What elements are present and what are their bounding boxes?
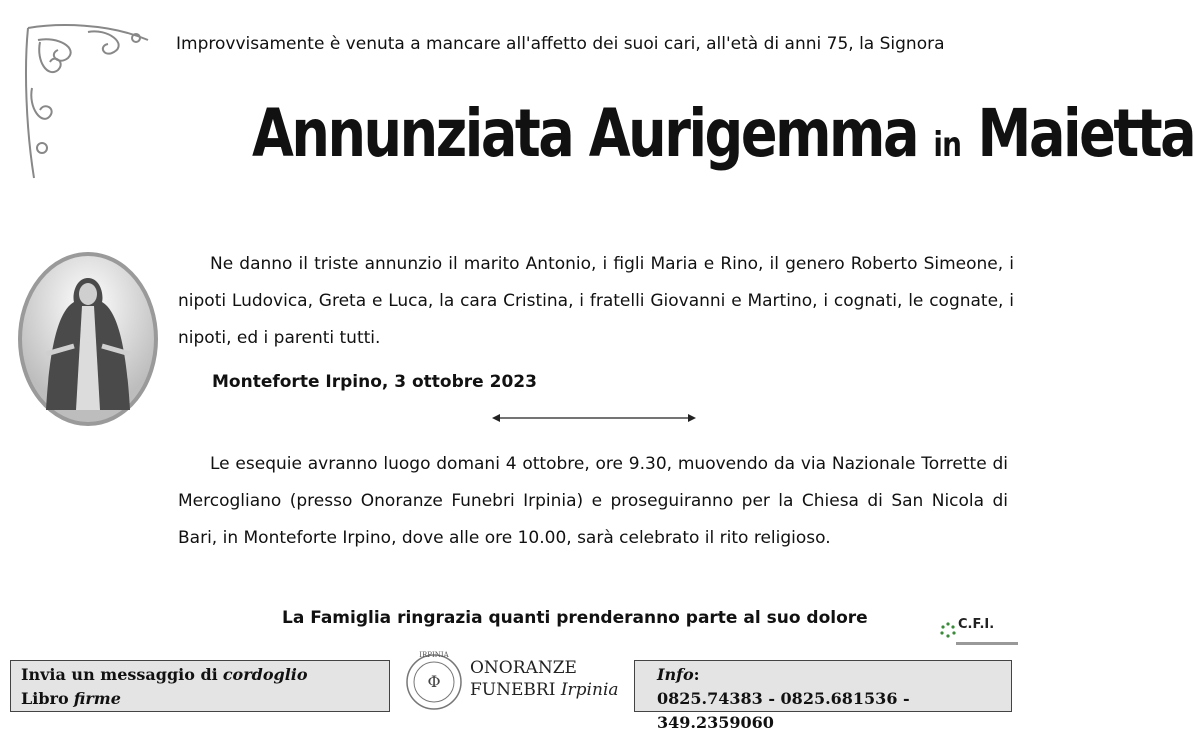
logo-text: IRPINIA bbox=[419, 651, 449, 659]
funeral-home-logo-icon bbox=[404, 648, 464, 714]
book-prefix: Libro bbox=[21, 689, 69, 708]
double-arrow-divider-icon bbox=[492, 412, 696, 424]
brand-line2-em: Irpinia bbox=[560, 680, 619, 700]
condolence-link[interactable] bbox=[21, 663, 379, 687]
place-date: Monteforte Irpino, 3 ottobre 2023 bbox=[212, 372, 537, 392]
corner-ornament-icon bbox=[18, 18, 158, 188]
condolence-prefix: Invia un messaggio di bbox=[21, 665, 218, 684]
madonna-image bbox=[16, 250, 160, 428]
book-link[interactable] bbox=[21, 687, 379, 711]
info-label-text: Info bbox=[657, 665, 694, 684]
name-in: in bbox=[933, 125, 962, 165]
cfi-dots-icon bbox=[940, 622, 956, 638]
brand-line2-main: FUNEBRI bbox=[470, 680, 556, 700]
book-em: firme bbox=[73, 689, 121, 708]
brand-line2 bbox=[470, 679, 619, 701]
cfi-logo: C.F.I. bbox=[958, 617, 995, 632]
announcement-text: Ne danno il triste annunzio il marito Antonio, i figli Maria e Rino, il genero Roberto Simeone, i nipoti Ludovica, Greta e Luca, la cara Cristina, i fratelli Giovanni e Martino, i cognati, le cognate, i nipoti, ed i parenti tutti. bbox=[178, 254, 1014, 348]
intro-text: Improvvisamente è venuta a mancare all'affetto dei suoi cari, all'età di anni 75, la Signora bbox=[176, 34, 945, 54]
svg-text:Φ: Φ bbox=[427, 672, 441, 691]
deceased-name bbox=[252, 95, 1194, 172]
name-first: Annunziata Aurigemma bbox=[252, 95, 918, 172]
funeral-home-brand bbox=[470, 657, 619, 701]
condolence-em: cordoglio bbox=[222, 665, 308, 684]
condolence-box[interactable] bbox=[10, 660, 390, 712]
thanks-text: La Famiglia ringrazia quanti prenderanno parte al suo dolore bbox=[282, 608, 868, 628]
info-box bbox=[634, 660, 1012, 732]
phone-numbers[interactable]: 0825.74383 - 0825.681536 - 349.2359060 bbox=[657, 689, 910, 732]
cfi-underline bbox=[956, 642, 1018, 645]
brand-line1: ONORANZE bbox=[470, 658, 577, 678]
funeral-text: Le esequie avranno luogo domani 4 ottobre, ore 9.30, muovendo da via Nazionale Torrette di Mercogliano (presso Onoranze Funebri Irpinia) e proseguiranno per la Chiesa di San Nicola di Bari, in Monteforte Irpino, dove alle ore 10.00, sarà celebrato il rito religioso. bbox=[178, 454, 1008, 548]
name-last: Maietta bbox=[977, 95, 1194, 172]
info-label: Info: bbox=[657, 665, 700, 684]
